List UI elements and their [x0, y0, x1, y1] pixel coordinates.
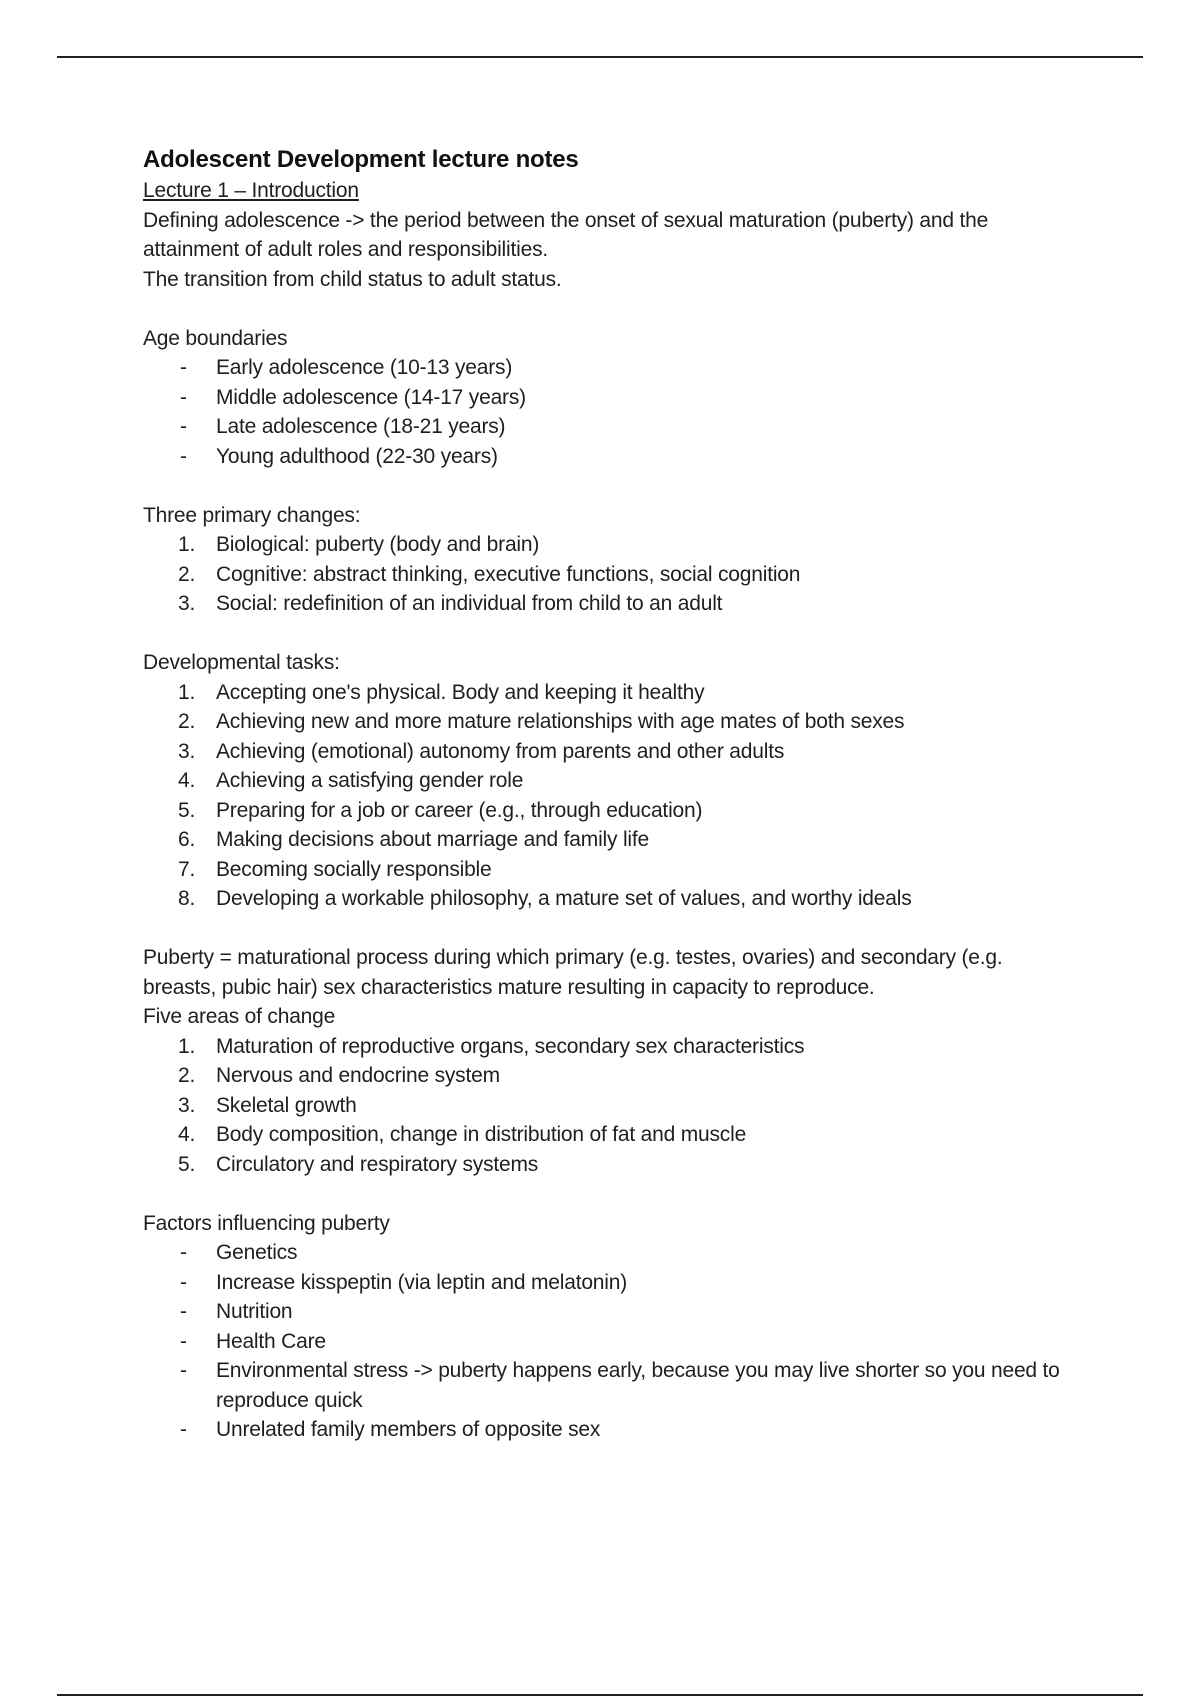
spacer	[143, 619, 1063, 649]
footer-rule	[57, 1694, 1143, 1696]
dash-marker: -	[180, 356, 187, 379]
dash-marker: -	[180, 415, 187, 438]
developmental-tasks-heading: Developmental tasks:	[143, 651, 340, 674]
header-rule	[57, 56, 1143, 58]
list-item-text: Late adolescence (18-21 years)	[216, 415, 506, 438]
number-marker: 2.	[178, 1064, 196, 1087]
list-item-text: Nervous and endocrine system	[216, 1064, 500, 1087]
list-item-text: Circulatory and respiratory systems	[216, 1152, 539, 1176]
list-item-text: Cognitive: abstract thinking, executive functions, social cognition	[216, 562, 801, 586]
list-item	[143, 855, 1063, 885]
number-marker: 1.	[178, 680, 196, 704]
list-item	[143, 1032, 1063, 1062]
list-item	[143, 1297, 1063, 1327]
list-item	[143, 1061, 1063, 1091]
list-item-text: Biological: puberty (body and brain)	[216, 533, 540, 556]
list-item	[143, 412, 1063, 442]
list-item-text: Achieving new and more mature relationships with age mates of both sexes	[216, 710, 905, 733]
primary-changes-heading: Three primary changes:	[143, 503, 361, 527]
list-item-text: Increase kisspeptin (via leptin and melatonin)	[216, 1270, 628, 1294]
list-item-text: Health Care	[216, 1329, 326, 1353]
number-marker: 4.	[178, 1123, 196, 1146]
areas-of-change-list	[143, 1032, 1063, 1180]
list-item	[143, 442, 1063, 472]
factors-heading: Factors influencing puberty	[143, 1211, 390, 1235]
lecture-subtitle: Lecture 1 – Introduction	[143, 179, 359, 202]
list-item	[143, 678, 1063, 708]
list-item-text: Achieving a satisfying gender role	[216, 769, 524, 792]
list-item-text: Preparing for a job or career (e.g., through education)	[216, 798, 703, 822]
age-boundaries-heading: Age boundaries	[143, 326, 288, 350]
developmental-tasks-list	[143, 678, 1063, 914]
number-marker: 3.	[178, 739, 196, 763]
dash-marker: -	[180, 1270, 187, 1294]
list-item	[143, 707, 1063, 737]
list-item	[143, 1356, 1063, 1415]
document-title: Adolescent Development lecture notes	[143, 146, 579, 173]
list-item	[143, 737, 1063, 767]
number-marker: 4.	[178, 769, 196, 792]
spacer	[143, 294, 1063, 324]
puberty-definition: Puberty = maturational process during which primary (e.g. testes, ovaries) and secondary (e.g. breasts, pubic hair) sex characteristics mature resulting in capacity to reproduce.	[143, 946, 1003, 999]
dash-marker: -	[180, 385, 187, 409]
dash-marker: -	[180, 1241, 187, 1264]
definition-paragraph: Defining adolescence -> the period between the onset of sexual maturation (puberty) and the attainment of adult roles and responsibilities.	[143, 208, 989, 261]
list-item	[143, 766, 1063, 796]
list-item	[143, 825, 1063, 855]
list-item	[143, 884, 1063, 914]
list-item-text: Young adulthood (22-30 years)	[216, 444, 498, 468]
list-item	[143, 589, 1063, 619]
document-body	[143, 144, 1063, 1445]
list-item-text: Making decisions about marriage and family life	[216, 828, 649, 851]
list-item-text: Nutrition	[216, 1300, 293, 1323]
dash-marker: -	[180, 1418, 187, 1441]
age-boundaries-list	[143, 353, 1063, 471]
list-item-text: Developing a workable philosophy, a mature set of values, and worthy ideals	[216, 887, 912, 910]
list-item	[143, 383, 1063, 413]
number-marker: 2.	[178, 710, 196, 733]
list-item	[143, 1238, 1063, 1268]
factors-list	[143, 1238, 1063, 1445]
list-item-text: Unrelated family members of opposite sex	[216, 1418, 601, 1441]
number-marker: 3.	[178, 592, 196, 615]
number-marker: 1.	[178, 533, 196, 556]
areas-of-change-heading: Five areas of change	[143, 1005, 336, 1028]
list-item-text: Middle adolescence (14-17 years)	[216, 385, 526, 409]
dash-marker: -	[180, 1300, 187, 1323]
number-marker: 8.	[178, 887, 196, 910]
list-item	[143, 1415, 1063, 1445]
spacer	[143, 1179, 1063, 1209]
list-item-text: Environmental stress -> puberty happens early, because you may live shorter so you need to reproduce quick	[216, 1359, 1060, 1412]
number-marker: 6.	[178, 828, 196, 851]
spacer	[143, 471, 1063, 501]
number-marker: 5.	[178, 798, 196, 822]
list-item	[143, 560, 1063, 590]
dash-marker: -	[180, 1359, 187, 1382]
list-item-text: Early adolescence (10-13 years)	[216, 356, 513, 379]
list-item-text: Achieving (emotional) autonomy from parents and other adults	[216, 739, 785, 763]
list-item	[143, 1150, 1063, 1180]
number-marker: 5.	[178, 1152, 196, 1176]
list-item	[143, 1120, 1063, 1150]
list-item	[143, 1268, 1063, 1298]
list-item-text: Body composition, change in distribution of fat and muscle	[216, 1123, 747, 1146]
list-item-text: Becoming socially responsible	[216, 857, 492, 881]
list-item	[143, 796, 1063, 826]
transition-paragraph: The transition from child status to adult status.	[143, 267, 562, 291]
primary-changes-list	[143, 530, 1063, 619]
number-marker: 1.	[178, 1034, 196, 1058]
dash-marker: -	[180, 1329, 187, 1353]
dash-marker: -	[180, 444, 187, 468]
list-item	[143, 530, 1063, 560]
number-marker: 7.	[178, 857, 196, 881]
list-item-text: Accepting one's physical. Body and keeping it healthy	[216, 680, 705, 704]
list-item-text: Maturation of reproductive organs, secondary sex characteristics	[216, 1034, 805, 1058]
list-item	[143, 1091, 1063, 1121]
number-marker: 3.	[178, 1093, 196, 1117]
number-marker: 2.	[178, 562, 196, 586]
list-item	[143, 353, 1063, 383]
list-item-text: Social: redefinition of an individual from child to an adult	[216, 592, 723, 615]
list-item	[143, 1327, 1063, 1357]
list-item-text: Genetics	[216, 1241, 298, 1264]
spacer	[143, 914, 1063, 944]
list-item-text: Skeletal growth	[216, 1093, 357, 1117]
